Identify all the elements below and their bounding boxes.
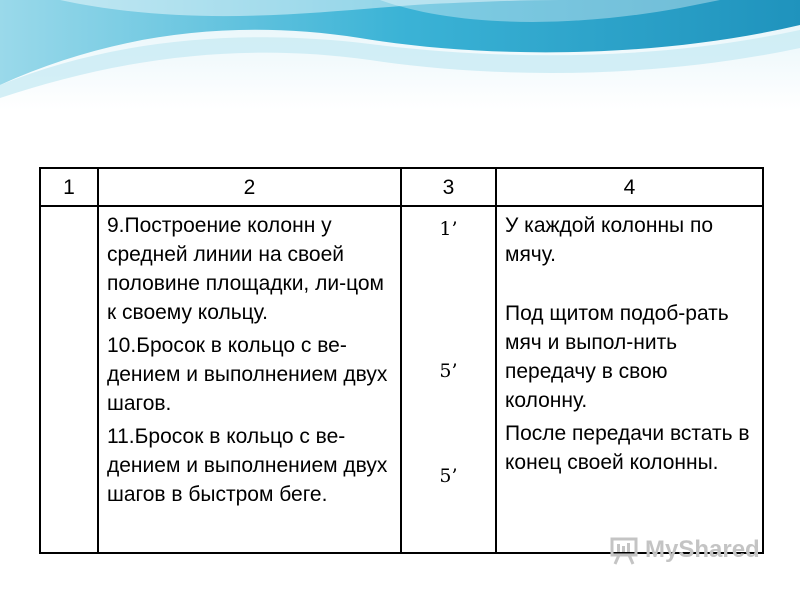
- time-value: 5’: [439, 465, 458, 487]
- note-item: У каждой колонны по мячу.: [505, 214, 714, 266]
- exercise-item: 9.Построение колонн у средней линии на своей половине площадки, ли-цом к своему кольцу.: [107, 214, 384, 324]
- number-cell: [40, 206, 98, 553]
- exercise-item: 11.Бросок в кольцо с ве-дением и выполнением двух шагов в быстром беге.: [107, 425, 388, 506]
- header-cell: 4: [496, 168, 763, 206]
- table-header-row: [40, 168, 763, 206]
- note-item: Под щитом подоб-рать мяч и выпол-нить передачу в свою колонну.: [505, 302, 729, 412]
- lesson-plan-table: [39, 167, 764, 554]
- header-cell: 2: [98, 168, 401, 206]
- time-value: 5’: [439, 360, 458, 382]
- table-row: [40, 206, 763, 553]
- presentation-board-icon: [609, 535, 639, 565]
- header-cell: 1: [40, 168, 98, 206]
- note-item: После передачи встать в конец своей колонны.: [505, 422, 750, 474]
- exercise-cell: [98, 206, 401, 553]
- watermark-text: MyShared: [645, 536, 760, 563]
- exercise-item: 10.Бросок в кольцо с ве-дением и выполнением двух шагов.: [107, 334, 388, 415]
- time-value: 1’: [439, 218, 458, 240]
- myshared-watermark: [609, 535, 760, 565]
- time-cell: [401, 206, 496, 553]
- header-cell: 3: [401, 168, 496, 206]
- notes-cell: [496, 206, 763, 553]
- header-wave-decoration: [0, 0, 800, 110]
